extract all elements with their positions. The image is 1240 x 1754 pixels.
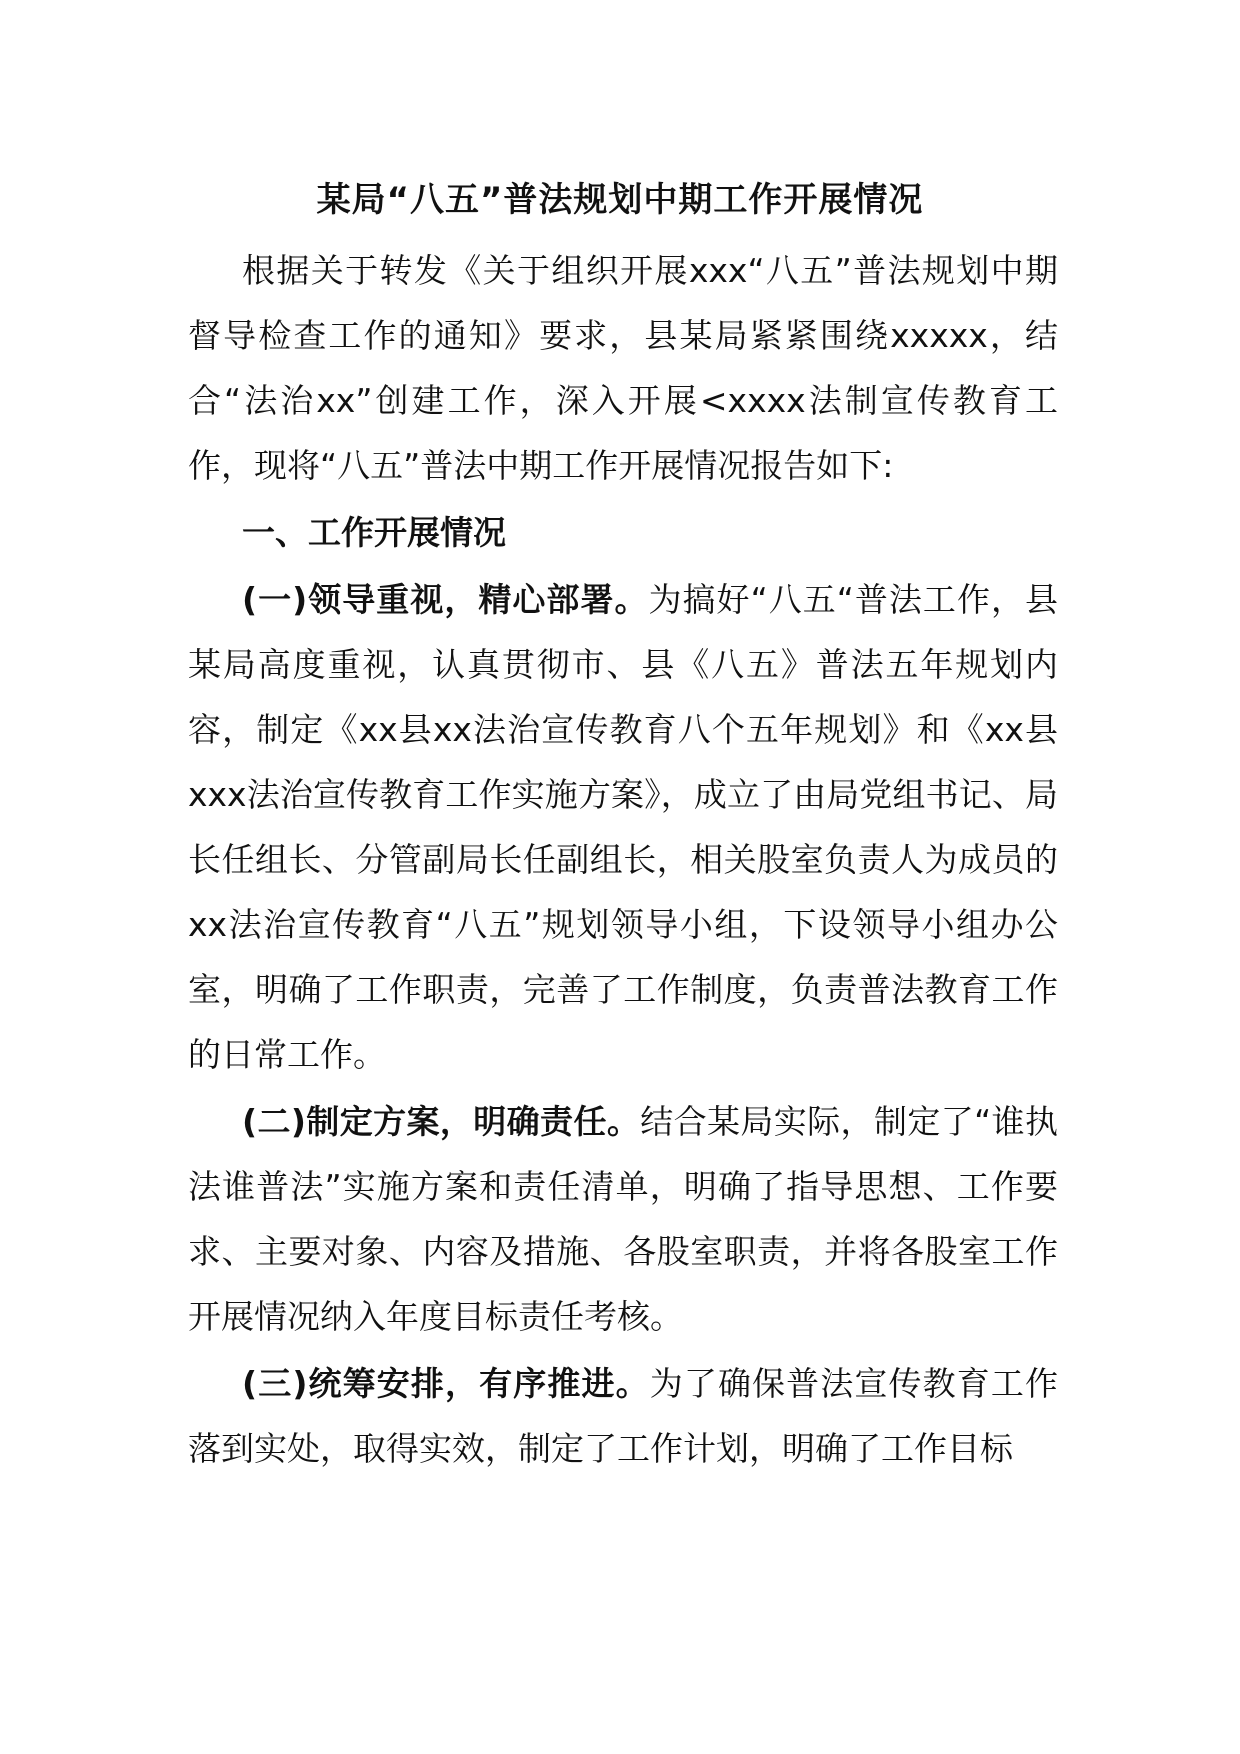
intro-paragraph: 根据关于转发《关于组织开展xxx“八五”普法规划中期督导检查工作的通知》要求，县某局紧紧围绕xxxxx，结合“法治xx”创建工作，深入开展<xxxx法制宣传教育工作，现将“八五”普法中期工作开展情况报告如下:	[188, 251, 1058, 485]
item-text-1: 为搞好“八五“普法工作，县某局高度重视，认真贯彻市、县《八五》普法五年规划内容，制定《xx县xx法治宣传教育八个五年规划》和《xx县xxx法治宣传教育工作实施方案》，成立了由局党组书记、局长任组长、分管副局长任副组长，相关股室负责人为成员的xx法治宣传教育“八五”规划领导小组，下设领导小组办公室，明确了工作职责，完善了工作制度，负责普法教育工作的日常工作。	[188, 580, 1058, 1074]
item-paragraph-1	[188, 567, 1058, 1087]
item-lead-3: (三)统筹安排，有序推进。	[242, 1364, 650, 1403]
item-text-3: 为了确保普法宣传教育工作落到实处，取得实效，制定了工作计划，明确了工作目标	[188, 1364, 1058, 1468]
item-paragraph-2	[188, 1089, 1058, 1349]
document-title: 某局“八五”普法规划中期工作开展情况	[316, 180, 924, 220]
document-body	[188, 238, 1058, 1483]
item-paragraph-3	[188, 1351, 1058, 1481]
item-lead-2: (二)制定方案，明确责任。	[242, 1102, 641, 1141]
section-heading: 一、工作开展情况	[242, 513, 506, 552]
item-text-2: 结合某局实际，制定了“谁执法谁普法”实施方案和责任清单，明确了指导思想、工作要求、主要对象、内容及措施、各股室职责，并将各股室工作开展情况纳入年度目标责任考核。	[188, 1102, 1058, 1336]
item-lead-1: (一)领导重视，精心部署。	[242, 580, 649, 619]
